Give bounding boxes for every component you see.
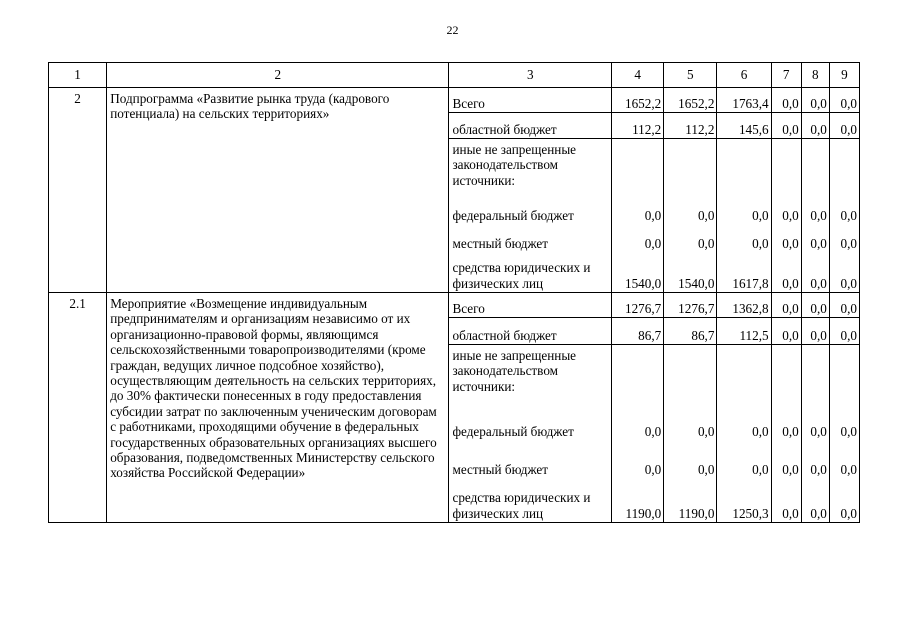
value-cell: 112,5 <box>717 318 771 345</box>
value-cell: 0,0 <box>664 405 717 441</box>
source-label: иные не запрещенные законодательством источники: <box>449 345 612 405</box>
value-cell: 0,0 <box>612 225 664 253</box>
value-cell: 0,0 <box>771 88 801 113</box>
value-cell: 0,0 <box>801 318 829 345</box>
header-cell: 8 <box>801 63 829 88</box>
value-cell: 0,0 <box>829 113 859 139</box>
value-cell: 0,0 <box>829 225 859 253</box>
value-cell: 0,0 <box>612 405 664 441</box>
value-cell: 0,0 <box>829 441 859 479</box>
value-cell: 0,0 <box>801 225 829 253</box>
value-cell: 0,0 <box>801 88 829 113</box>
value-cell: 0,0 <box>771 405 801 441</box>
value-cell: 0,0 <box>771 318 801 345</box>
value-cell: 0,0 <box>801 113 829 139</box>
value-cell: 1652,2 <box>612 88 664 113</box>
value-cell: 0,0 <box>829 405 859 441</box>
source-label: средства юридических и физических лиц <box>449 253 612 293</box>
source-label: средства юридических и физических лиц <box>449 479 612 523</box>
value-cell: 0,0 <box>801 197 829 225</box>
value-cell: 1190,0 <box>664 479 717 523</box>
header-row <box>49 63 860 88</box>
value-cell: 0,0 <box>771 197 801 225</box>
value-cell: 0,0 <box>664 197 717 225</box>
value-cell: 0,0 <box>801 441 829 479</box>
source-label: Всего <box>449 293 612 318</box>
value-cell: 0,0 <box>717 405 771 441</box>
header-cell: 3 <box>449 63 612 88</box>
source-label: областной бюджет <box>449 318 612 345</box>
header-cell: 1 <box>49 63 107 88</box>
value-cell: 112,2 <box>612 113 664 139</box>
header-cell: 5 <box>664 63 717 88</box>
value-cell: 1190,0 <box>612 479 664 523</box>
table-row <box>49 293 860 318</box>
value-cell: 1652,2 <box>664 88 717 113</box>
value-cell: 86,7 <box>612 318 664 345</box>
source-label: Всего <box>449 88 612 113</box>
value-cell: 0,0 <box>771 441 801 479</box>
table-row <box>49 88 860 113</box>
value-cell: 86,7 <box>664 318 717 345</box>
value-cell: 0,0 <box>829 293 859 318</box>
source-label: федеральный бюджет <box>449 197 612 225</box>
value-cell: 1276,7 <box>664 293 717 318</box>
page-number: 22 <box>446 23 459 37</box>
value-cell: 0,0 <box>664 225 717 253</box>
budget-table <box>48 62 860 523</box>
source-label: местный бюджет <box>449 225 612 253</box>
value-cell: 0,0 <box>801 293 829 318</box>
value-cell: 1540,0 <box>664 253 717 293</box>
source-label: местный бюджет <box>449 441 612 479</box>
value-cell: 0,0 <box>801 253 829 293</box>
source-label: областной бюджет <box>449 113 612 139</box>
header-cell: 4 <box>612 63 664 88</box>
value-cell: 0,0 <box>612 197 664 225</box>
header-cell: 9 <box>829 63 859 88</box>
value-cell: 0,0 <box>771 293 801 318</box>
source-label: иные не запрещенные законодательством источники: <box>449 139 612 197</box>
header-cell: 7 <box>771 63 801 88</box>
value-cell: 0,0 <box>717 225 771 253</box>
value-cell: 0,0 <box>829 88 859 113</box>
value-cell: 0,0 <box>664 441 717 479</box>
value-cell: 0,0 <box>771 479 801 523</box>
value-cell: 0,0 <box>612 441 664 479</box>
value-cell: 0,0 <box>829 253 859 293</box>
value-cell: 0,0 <box>771 225 801 253</box>
value-cell: 0,0 <box>829 197 859 225</box>
row-number: 2.1 <box>49 293 107 523</box>
value-cell: 1250,3 <box>717 479 771 523</box>
value-cell: 0,0 <box>771 113 801 139</box>
value-cell: 1276,7 <box>612 293 664 318</box>
value-cell: 1763,4 <box>717 88 771 113</box>
value-cell: 1540,0 <box>612 253 664 293</box>
value-cell: 0,0 <box>829 318 859 345</box>
row-number: 2 <box>49 88 107 293</box>
value-cell: 112,2 <box>664 113 717 139</box>
value-cell: 0,0 <box>801 479 829 523</box>
value-cell: 0,0 <box>717 197 771 225</box>
source-label: федеральный бюджет <box>449 405 612 441</box>
value-cell: 0,0 <box>771 253 801 293</box>
value-cell: 0,0 <box>829 479 859 523</box>
value-cell: 1362,8 <box>717 293 771 318</box>
value-cell: 0,0 <box>801 405 829 441</box>
value-cell: 1617,8 <box>717 253 771 293</box>
value-cell: 0,0 <box>717 441 771 479</box>
header-cell: 2 <box>107 63 449 88</box>
row-name: Подпрограмма «Развитие рынка труда (кадрового потенциала) на сельских территориях» <box>107 88 449 293</box>
header-cell: 6 <box>717 63 771 88</box>
value-cell: 145,6 <box>717 113 771 139</box>
row-name: Мероприятие «Возмещение индивидуальным предпринимателям и организациям независимо от их организационно-правовой формы, являющимся сельскохозяйственными товаропроизводителями (кроме граждан, ведущих личное подсобное хозяйство), осуществляющим деятельность на сельских территориях, до 30% фактически понесенных в году предоставления субсидии затрат по заключенным ученическим договорам с работниками, проходящими обучение в федеральных государственных образовательных организациях высшего образования, подведомственных Министерству сельского хозяйства Российской Федерации» <box>107 293 449 523</box>
